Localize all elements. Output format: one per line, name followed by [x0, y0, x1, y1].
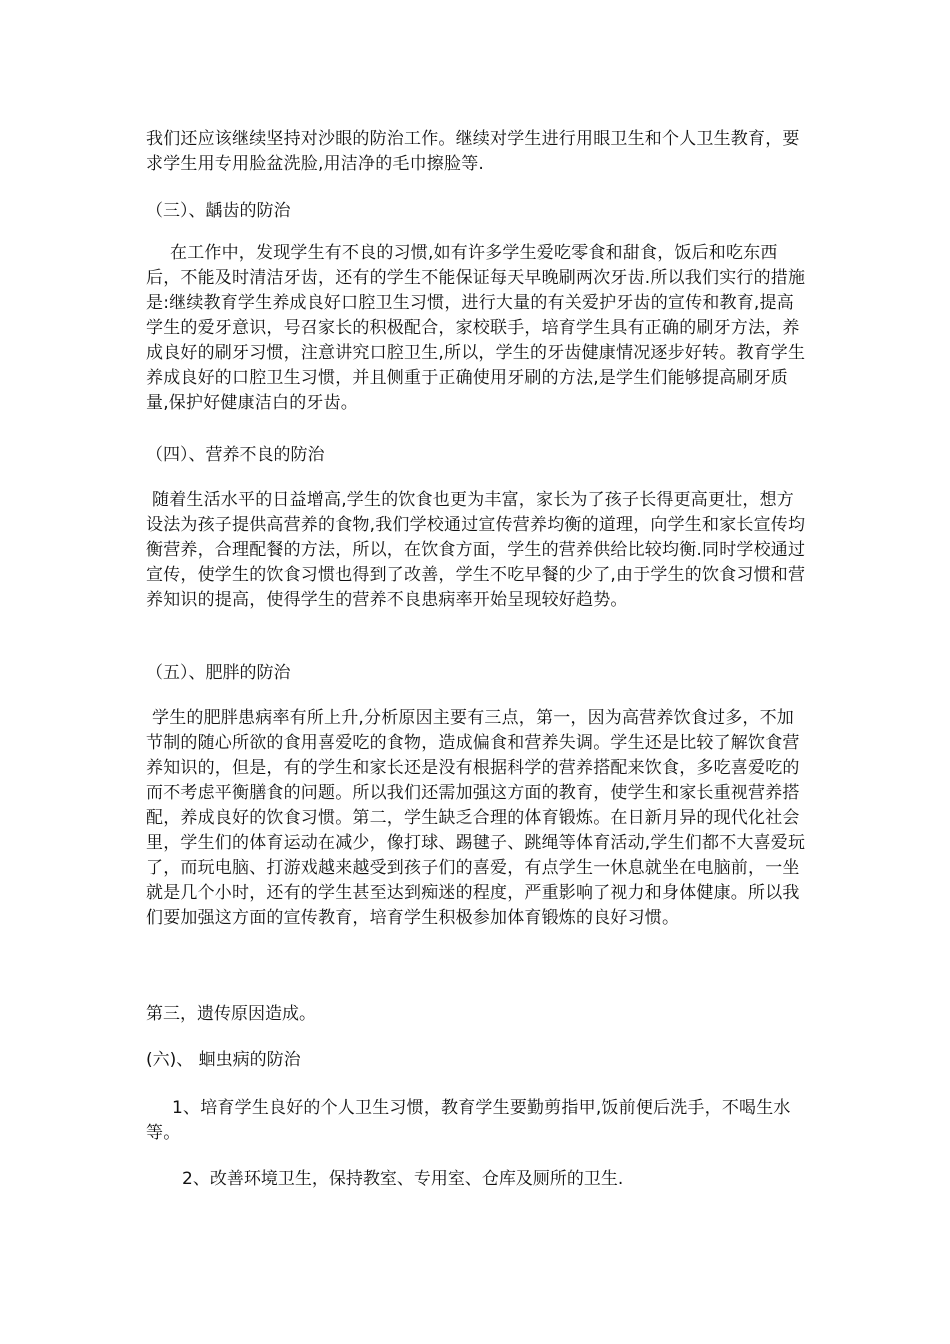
- paragraph-roundworm-item-2: 2、改善环境卫生，保持教室、专用室、仓库及厕所的卫生.: [182, 1169, 624, 1189]
- heading-obesity: （五）、肥胖的防治: [146, 663, 291, 683]
- paragraph-dental-caries: 在工作中，发现学生有不良的习惯,如有许多学生爱吃零食和甜食，饭后和吃东西后，不能及时清洁牙齿，还有的学生不能保证每天早晚刷两次牙齿.所以我们实行的措施是:继续教育学生养成良好口腔卫生习惯，进行大量的有关爱护牙齿的宣传和教育,提高学生的爱牙意识，号召家长的积极配合，家校联手，培育学生具有正确的刷牙方法，养成良好的刷牙习惯，注意讲究口腔卫生,所以，学生的牙齿健康情况逐步好转。教育学生养成良好的口腔卫生习惯，并且侧重于正确使用牙刷的方法,是学生们能够提高刷牙质量,保护好健康洁白的牙齿。: [146, 243, 806, 413]
- paragraph-third-cause: 第三，遗传原因造成。: [146, 1004, 316, 1024]
- paragraph-trachoma-continued: 我们还应该继续坚持对沙眼的防治工作。继续对学生进行用眼卫生和个人卫生教育，要求学生用专用脸盆洗脸,用洁净的毛巾擦脸等.: [146, 129, 800, 174]
- heading-roundworm: (六)、 蛔虫病的防治: [146, 1050, 301, 1070]
- paragraph-obesity: 学生的肥胖患病率有所上升,分析原因主要有三点，第一，因为高营养饮食过多，不加节制的随心所欲的食用喜爱吃的食物，造成偏食和营养失调。学生还是比较了解饮食营养知识的，但是，有的学生和家长还是没有根据科学的营养搭配来饮食，多吃喜爱吃的而不考虑平衡膳食的问题。所以我们还需加强这方面的教育，使学生和家长重视营养搭配，养成良好的饮食习惯。第二，学生缺乏合理的体育锻炼。在日新月异的现代化社会里，学生们的体育运动在减少，像打球、踢毽子、跳绳等体育活动,学生们都不大喜爱玩了，而玩电脑、打游戏越来越受到孩子们的喜爱，有点学生一休息就坐在电脑前，一坐就是几个小时，还有的学生甚至达到痴迷的程度，严重影响了视力和身体健康。所以我们要加强这方面的宣传教育，培育学生积极参加体育锻炼的良好习惯。: [146, 708, 806, 928]
- paragraph-malnutrition: 随着生活水平的日益增高,学生的饮食也更为丰富，家长为了孩子长得更高更壮，想方设法为孩子提供高营养的食物,我们学校通过宣传营养均衡的道理，向学生和家长宣传均衡营养，合理配餐的方法，所以，在饮食方面，学生的营养供给比较均衡.同时学校通过宣传，使学生的饮食习惯也得到了改善，学生不吃早餐的少了,由于学生的饮食习惯和营养知识的提高，使得学生的营养不良患病率开始呈现较好趋势。: [146, 490, 806, 610]
- heading-malnutrition: （四）、营养不良的防治: [146, 445, 325, 465]
- heading-dental-caries: （三）、龋齿的防治: [146, 201, 291, 221]
- paragraph-roundworm-item-1: 1、培育学生良好的个人卫生习惯，教育学生要勤剪指甲,饭前便后洗手，不喝生水等。: [146, 1098, 791, 1143]
